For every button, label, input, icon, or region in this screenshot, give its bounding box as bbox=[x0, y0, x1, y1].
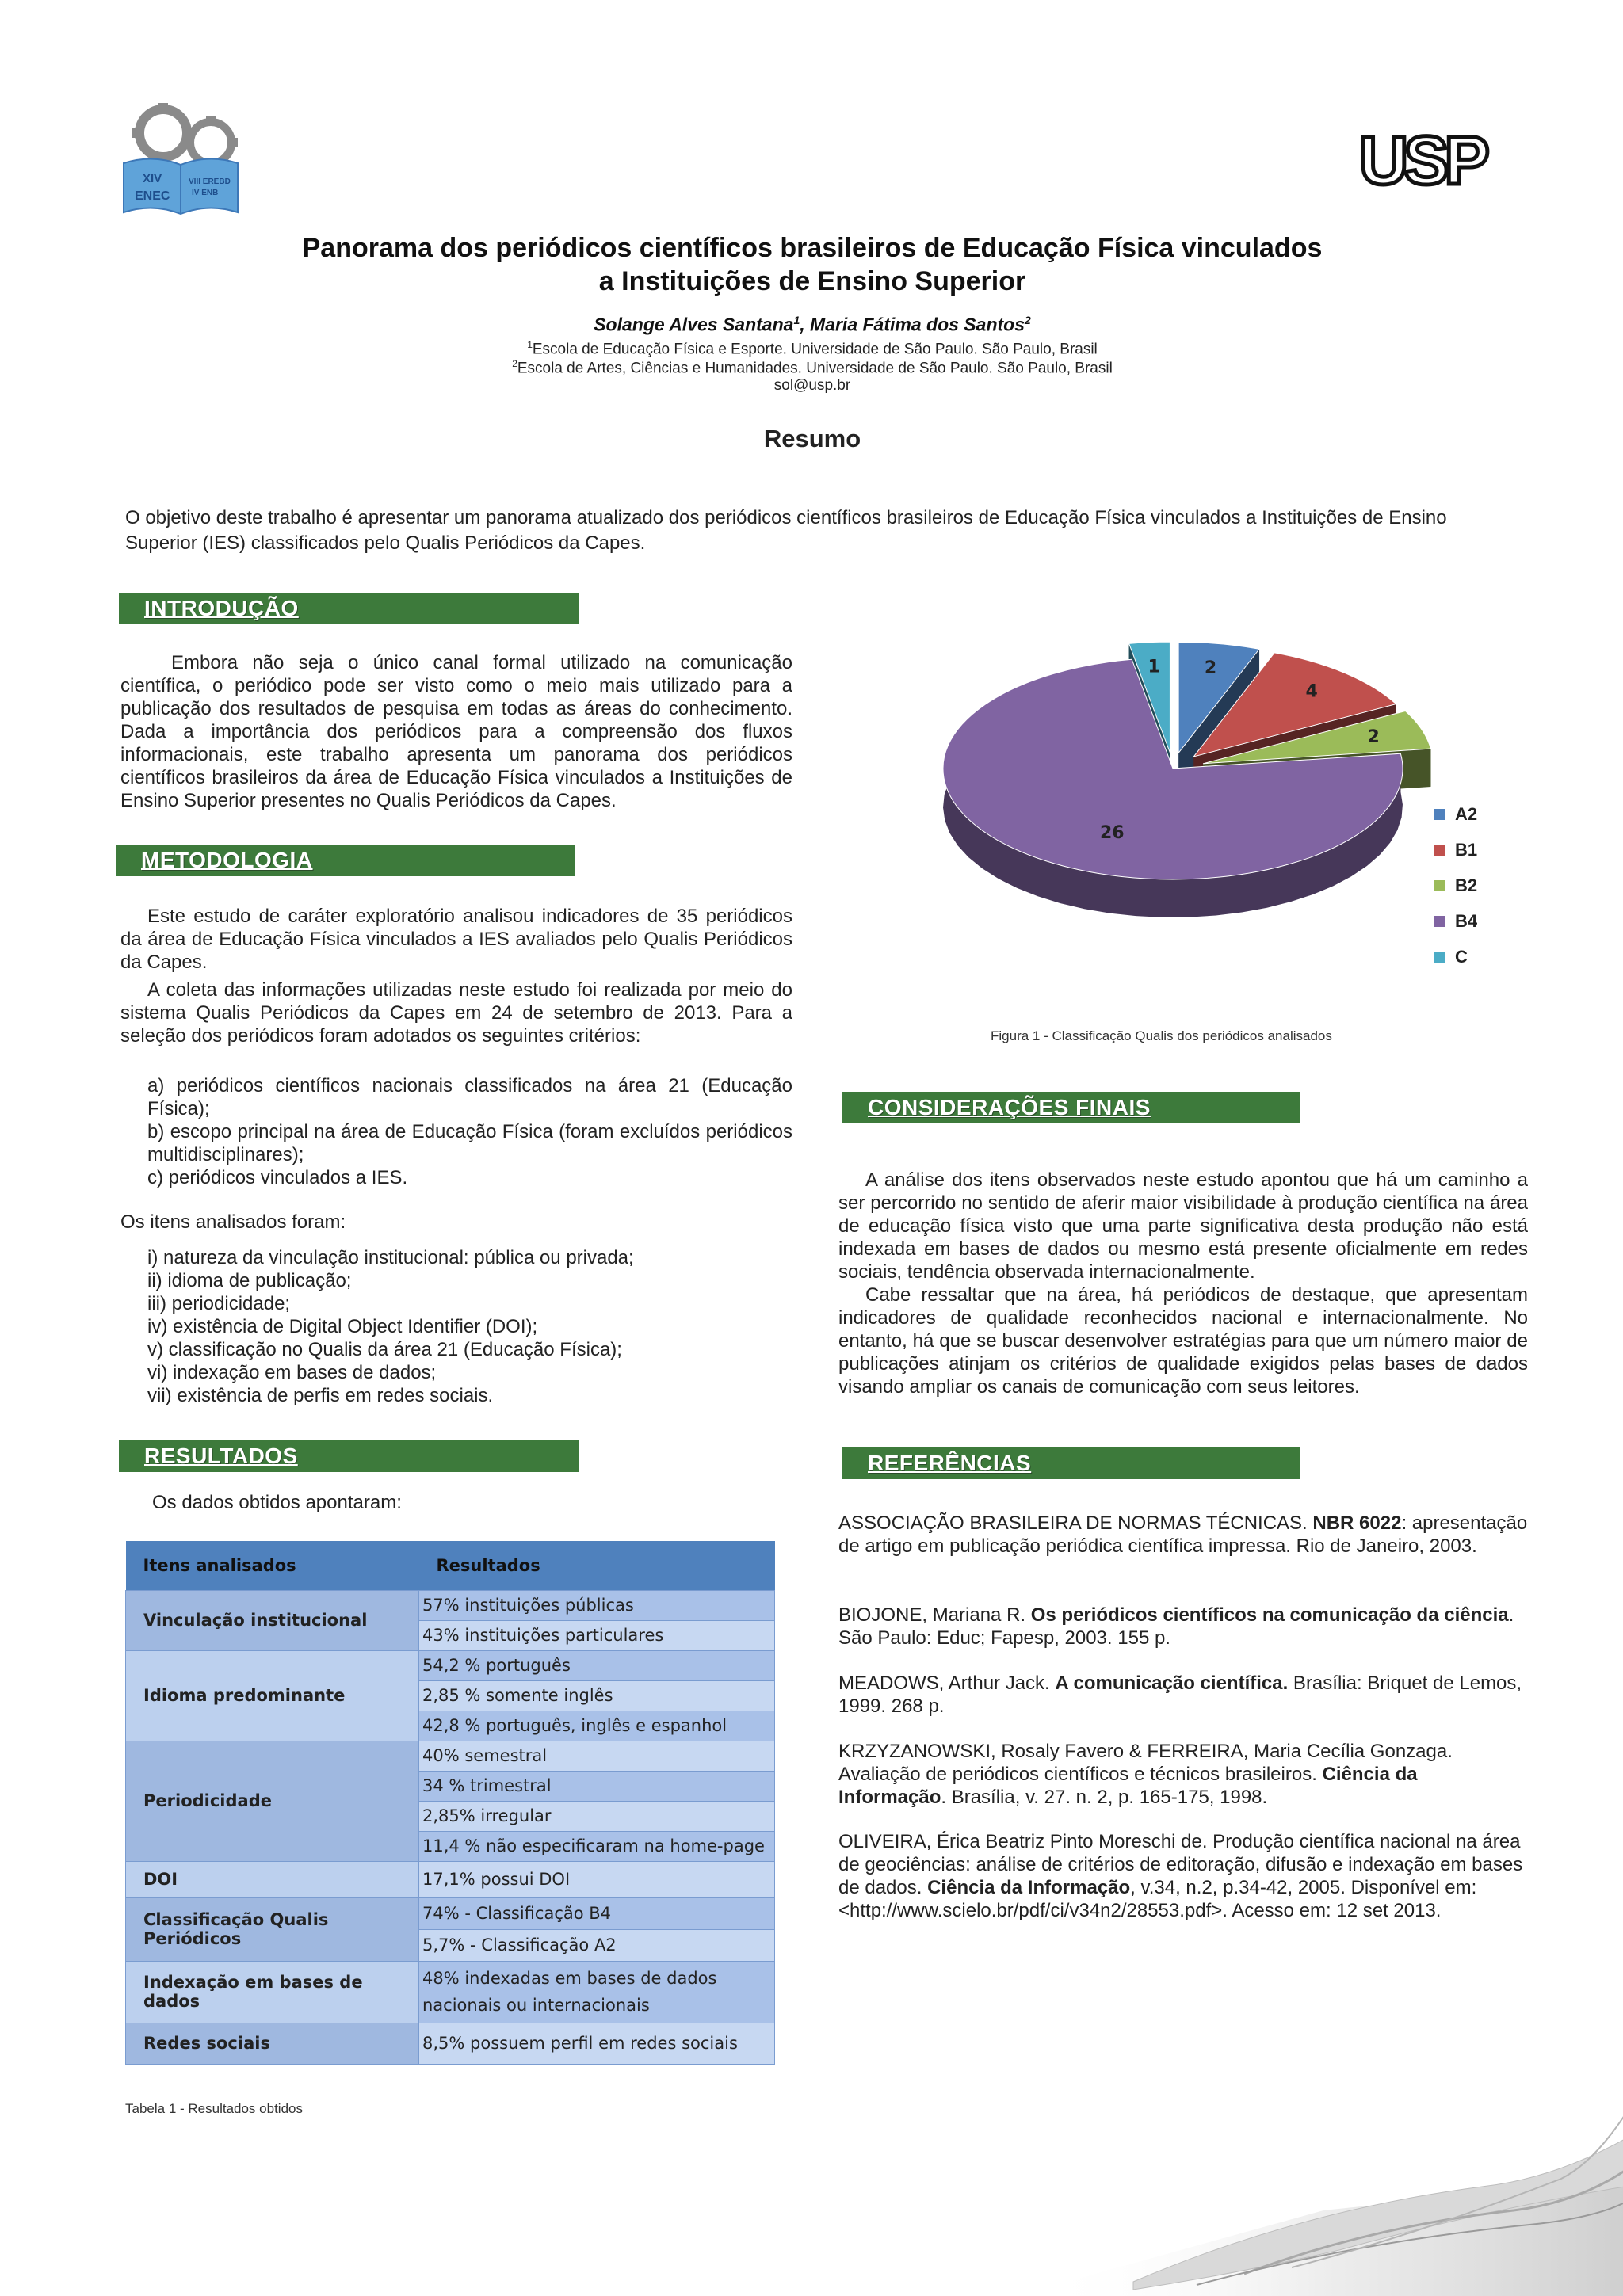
pie-data-label-a2: 2 bbox=[1204, 658, 1217, 678]
metodologia-heading-text: METODOLOGIA bbox=[141, 848, 313, 872]
reference-text: , v.34, n.2, p.34-42, 2005. Disponível em: <http://www.scielo.br/pdf/ci/v34n2/28553.pdf>. Acesso em: 12 set 2013. bbox=[838, 1877, 1477, 1921]
chart-legend bbox=[1434, 796, 1477, 974]
affiliation-1-text: Escola de Educação Física e Esporte. Universidade de São Paulo. São Paulo, Brasil bbox=[532, 341, 1098, 358]
introducao-paragraph: Embora não seja o único canal formal utilizado na comunicação científica, o periódico pode ser visto como o meio mais utilizado para a publicação dos resultados de pesquisa em todas as áreas do conhecimento. Dada a importância dos periódicos para a compreensão dos fluxos informacionais, este trabalho apresenta um panorama dos periódicos científicos brasileiros da área de Educação Física vinculados a Instituições de Ensino Superior presentes no Qualis Periódicos da Capes. bbox=[120, 652, 792, 811]
table-cell-result: 43% instituições particulares bbox=[419, 1620, 775, 1650]
table-cell-result: 54,2 % português bbox=[419, 1650, 775, 1680]
items-list bbox=[147, 1246, 792, 1407]
resumo-title: Resumo bbox=[763, 425, 861, 452]
pie-data-label-b1: 4 bbox=[1305, 681, 1318, 702]
email[interactable]: sol@usp.br bbox=[773, 377, 851, 394]
items-list-item: vii) existência de perfis em redes sociais. bbox=[147, 1385, 494, 1406]
legend-swatch bbox=[1434, 952, 1445, 963]
legend-item-a2 bbox=[1434, 796, 1477, 832]
reference-title: Os periódicos científicos na comunicação da ciência bbox=[1030, 1604, 1509, 1626]
table-cell-result: 17,1% possui DOI bbox=[419, 1861, 775, 1897]
reference-text: ASSOCIAÇÃO BRASILEIRA DE NORMAS TÉCNICAS. bbox=[838, 1512, 1313, 1534]
items-intro: Os itens analisados foram: bbox=[120, 1211, 346, 1233]
pie-data-label-c: 1 bbox=[1148, 657, 1160, 677]
affiliation-2 bbox=[182, 358, 1442, 377]
table-cell-result: 40% semestral bbox=[419, 1741, 775, 1771]
legend-label: C bbox=[1455, 946, 1468, 967]
table-cell-result: 48% indexadas em bases de dados nacionais ou internacionais bbox=[419, 1961, 775, 2023]
reference-text: KRZYZANOWSKI, Rosaly Favero & FERREIRA, Maria Cecília Gonzaga. Avaliação de periódicos científicos e técnicos brasileiros. bbox=[838, 1741, 1453, 1785]
metodologia-text bbox=[120, 905, 792, 1047]
results-table bbox=[125, 1541, 775, 2065]
legend-label: B2 bbox=[1455, 875, 1478, 895]
table-row bbox=[126, 1961, 775, 2023]
enec-logo bbox=[117, 101, 244, 220]
legend-item-c bbox=[1434, 939, 1477, 974]
metodologia-heading bbox=[116, 845, 575, 876]
table-header-results: Resultados bbox=[419, 1541, 775, 1590]
introducao-heading bbox=[119, 593, 579, 624]
enec-logo-text-3: VIII EREBD bbox=[189, 177, 231, 186]
poster-title-line-1: Panorama dos periódicos científicos brasileiros de Educação Física vinculados bbox=[302, 233, 1323, 263]
reference-item bbox=[838, 1604, 1528, 1650]
reference-title: Ciência da Informação bbox=[838, 1764, 1418, 1808]
legend-swatch bbox=[1434, 809, 1445, 820]
consideracoes-heading-text: CONSIDERAÇÕES FINAIS bbox=[868, 1095, 1151, 1119]
legend-label: B4 bbox=[1455, 910, 1478, 931]
table-cell-result: 74% - Classificação B4 bbox=[419, 1897, 775, 1929]
books-image bbox=[1038, 2092, 1623, 2296]
authors bbox=[182, 314, 1442, 336]
usp-logo-text: USP bbox=[1359, 127, 1485, 192]
reference-text: MEADOWS, Arthur Jack. bbox=[838, 1672, 1056, 1694]
legend-swatch bbox=[1434, 845, 1445, 856]
enec-logo-text-1: XIV bbox=[143, 172, 162, 185]
resultados-intro: Os dados obtidos apontaram: bbox=[152, 1492, 402, 1513]
table-row bbox=[126, 1897, 775, 1929]
criteria-list bbox=[147, 1074, 792, 1189]
legend-item-b1 bbox=[1434, 832, 1477, 868]
legend-item-b2 bbox=[1434, 868, 1477, 903]
author-separator: , bbox=[800, 314, 811, 335]
table-cell-item: Idioma predominante bbox=[126, 1650, 419, 1741]
author-2: Maria Fátima dos Santos bbox=[810, 314, 1025, 335]
table-cell-item: Vinculação institucional bbox=[126, 1590, 419, 1650]
reference-text: : apresentação de artigo em publicação periódica científica impressa. Rio de Janeiro, 2003. bbox=[838, 1512, 1528, 1557]
resultados-heading bbox=[119, 1440, 579, 1472]
pie-data-label-b2: 2 bbox=[1367, 727, 1380, 748]
table-row bbox=[126, 1861, 775, 1897]
table-cell-result: 8,5% possuem perfil em redes sociais bbox=[419, 2023, 775, 2064]
consideracoes-text bbox=[838, 1169, 1528, 1398]
usp-logo bbox=[1359, 127, 1507, 192]
legend-item-b4 bbox=[1434, 903, 1477, 939]
affiliation-1-sup: 1 bbox=[527, 339, 533, 350]
introducao-text bbox=[120, 651, 792, 812]
affiliation-2-text: Escola de Artes, Ciências e Humanidades. Universidade de São Paulo. São Paulo, Brasil bbox=[517, 360, 1113, 377]
poster-title-line-2: a Instituições de Ensino Superior bbox=[598, 266, 1026, 296]
legend-label: A2 bbox=[1455, 803, 1478, 824]
resumo-text: O objetivo deste trabalho é apresentar um panorama atualizado dos periódicos científicos brasileiros de Educação Física vinculados a Instituições de Ensino Superior (IES) classificados pelo Qualis Periódicos da Capes. bbox=[125, 507, 1447, 554]
items-list-item: iv) existência de Digital Object Identifier (DOI); bbox=[147, 1316, 538, 1337]
pie-data-label-b4: 26 bbox=[1099, 822, 1125, 843]
items-list-item: i) natureza da vinculação institucional: pública ou privada; bbox=[147, 1247, 634, 1268]
criteria-item: c) periódicos vinculados a IES. bbox=[147, 1167, 408, 1188]
table-row bbox=[126, 1650, 775, 1680]
introducao-heading-text: INTRODUÇÃO bbox=[144, 596, 299, 620]
reference-text: . Brasília, v. 27. n. 2, p. 165-175, 1998. bbox=[941, 1787, 1268, 1808]
table-row bbox=[126, 1590, 775, 1620]
metodologia-paragraph-1: Este estudo de caráter exploratório analisou indicadores de 35 periódicos da área de Educação Física vinculados a IES avaliados pelo Qualis Periódicos da Capes. bbox=[120, 906, 792, 973]
chart-caption: Figura 1 - Classificação Qualis dos periódicos analisados bbox=[991, 1028, 1332, 1043]
affiliation-2-sup: 2 bbox=[512, 358, 517, 369]
legend-swatch bbox=[1434, 916, 1445, 927]
legend-swatch bbox=[1434, 880, 1445, 891]
legend-label: B1 bbox=[1455, 839, 1478, 860]
poster-title bbox=[182, 231, 1442, 298]
reference-text: OLIVEIRA, Érica Beatriz Pinto Moreschi de. Produção científica nacional na área de geociências: análise de critérios de editoração, difusão e indexação em bases de dados. bbox=[838, 1831, 1523, 1898]
table-cell-result: 57% instituições públicas bbox=[419, 1590, 775, 1620]
reference-title: A comunicação científica. bbox=[1055, 1672, 1289, 1694]
table-cell-result: 42,8 % português, inglês e espanhol bbox=[419, 1711, 775, 1741]
items-list-item: iii) periodicidade; bbox=[147, 1293, 291, 1314]
author-2-sup: 2 bbox=[1025, 314, 1031, 326]
resultados-heading-text: RESULTADOS bbox=[144, 1444, 298, 1468]
reference-text: Brasília: Briquet de Lemos, 1999. 268 p. bbox=[838, 1672, 1522, 1717]
table-header-items: Itens analisados bbox=[126, 1541, 419, 1590]
items-list-item: ii) idioma de publicação; bbox=[147, 1270, 352, 1291]
table-cell-result: 11,4 % não especificaram na home-page bbox=[419, 1831, 775, 1861]
author-1: Solange Alves Santana bbox=[594, 314, 794, 335]
consideracoes-paragraph-2: Cabe ressaltar que na área, há periódicos de destaque, que apresentam indicadores de qualidade reconhecidos nacional e internacionalmente. No entanto, há que se buscar desenvolver estratégias para que um número maior de publicações atinjam os critérios de qualidade exigidos pelas bases de dados visando ampliar os canais de comunicação com seus leitores. bbox=[838, 1284, 1528, 1398]
enec-logo-text-2: ENEC bbox=[135, 189, 170, 203]
items-list-item: v) classificação no Qualis da área 21 (Educação Física); bbox=[147, 1339, 622, 1360]
table-cell-result: 34 % trimestral bbox=[419, 1771, 775, 1801]
reference-item bbox=[838, 1830, 1528, 1922]
criteria-item: b) escopo principal na área de Educação Física (foram excluídos periódicos multidisciplinares); bbox=[147, 1121, 792, 1165]
table-cell-result: 2,85 % somente inglês bbox=[419, 1680, 775, 1711]
reference-item bbox=[838, 1740, 1528, 1809]
table-cell-result: 2,85% irregular bbox=[419, 1801, 775, 1831]
table-row bbox=[126, 2023, 775, 2064]
criteria-item: a) periódicos científicos nacionais classificados na área 21 (Educação Física); bbox=[147, 1075, 792, 1119]
referencias-heading-text: REFERÊNCIAS bbox=[868, 1451, 1032, 1475]
reference-title: NBR 6022 bbox=[1312, 1512, 1402, 1534]
table-row bbox=[126, 1741, 775, 1771]
items-list-item: vi) indexação em bases de dados; bbox=[147, 1362, 437, 1383]
qualis-pie-chart bbox=[872, 618, 1490, 1014]
table-cell-item: DOI bbox=[126, 1861, 419, 1897]
table-cell-item: Indexação em bases de dados bbox=[126, 1961, 419, 2023]
table-cell-item: Periodicidade bbox=[126, 1741, 419, 1861]
reference-text: BIOJONE, Mariana R. bbox=[838, 1604, 1031, 1626]
metodologia-paragraph-2: A coleta das informações utilizadas neste estudo foi realizada por meio do sistema Qualis Periódicos da Capes em 24 de setembro de 2013. Para a seleção dos periódicos foram adotados os seguintes critérios: bbox=[120, 979, 792, 1047]
author-1-sup: 1 bbox=[793, 314, 800, 326]
reference-title: Ciência da Informação bbox=[927, 1877, 1131, 1898]
table-caption: Tabela 1 - Resultados obtidos bbox=[125, 2101, 303, 2116]
affiliation-1 bbox=[182, 339, 1442, 358]
referencias-heading bbox=[842, 1447, 1300, 1479]
table-cell-item: Classificação Qualis Periódicos bbox=[126, 1897, 419, 1961]
reference-item bbox=[838, 1512, 1528, 1558]
consideracoes-paragraph-1: A análise dos itens observados neste estudo apontou que há um caminho a ser percorrido no sentido de aferir maior visibilidade à produção científica na área de educação física visto que uma parte significativa desta produção não está indexada em bases de dados ou mesmo está presente oficialmente em redes sociais, tendência observada internacionalmente. bbox=[838, 1169, 1528, 1283]
reference-item bbox=[838, 1672, 1528, 1718]
table-cell-item: Redes sociais bbox=[126, 2023, 419, 2064]
consideracoes-heading bbox=[842, 1092, 1300, 1123]
reference-text: . São Paulo: Educ; Fapesp, 2003. 155 p. bbox=[838, 1604, 1514, 1649]
enec-logo-text-4: IV ENB bbox=[192, 189, 219, 197]
table-cell-result: 5,7% - Classificação A2 bbox=[419, 1929, 775, 1961]
